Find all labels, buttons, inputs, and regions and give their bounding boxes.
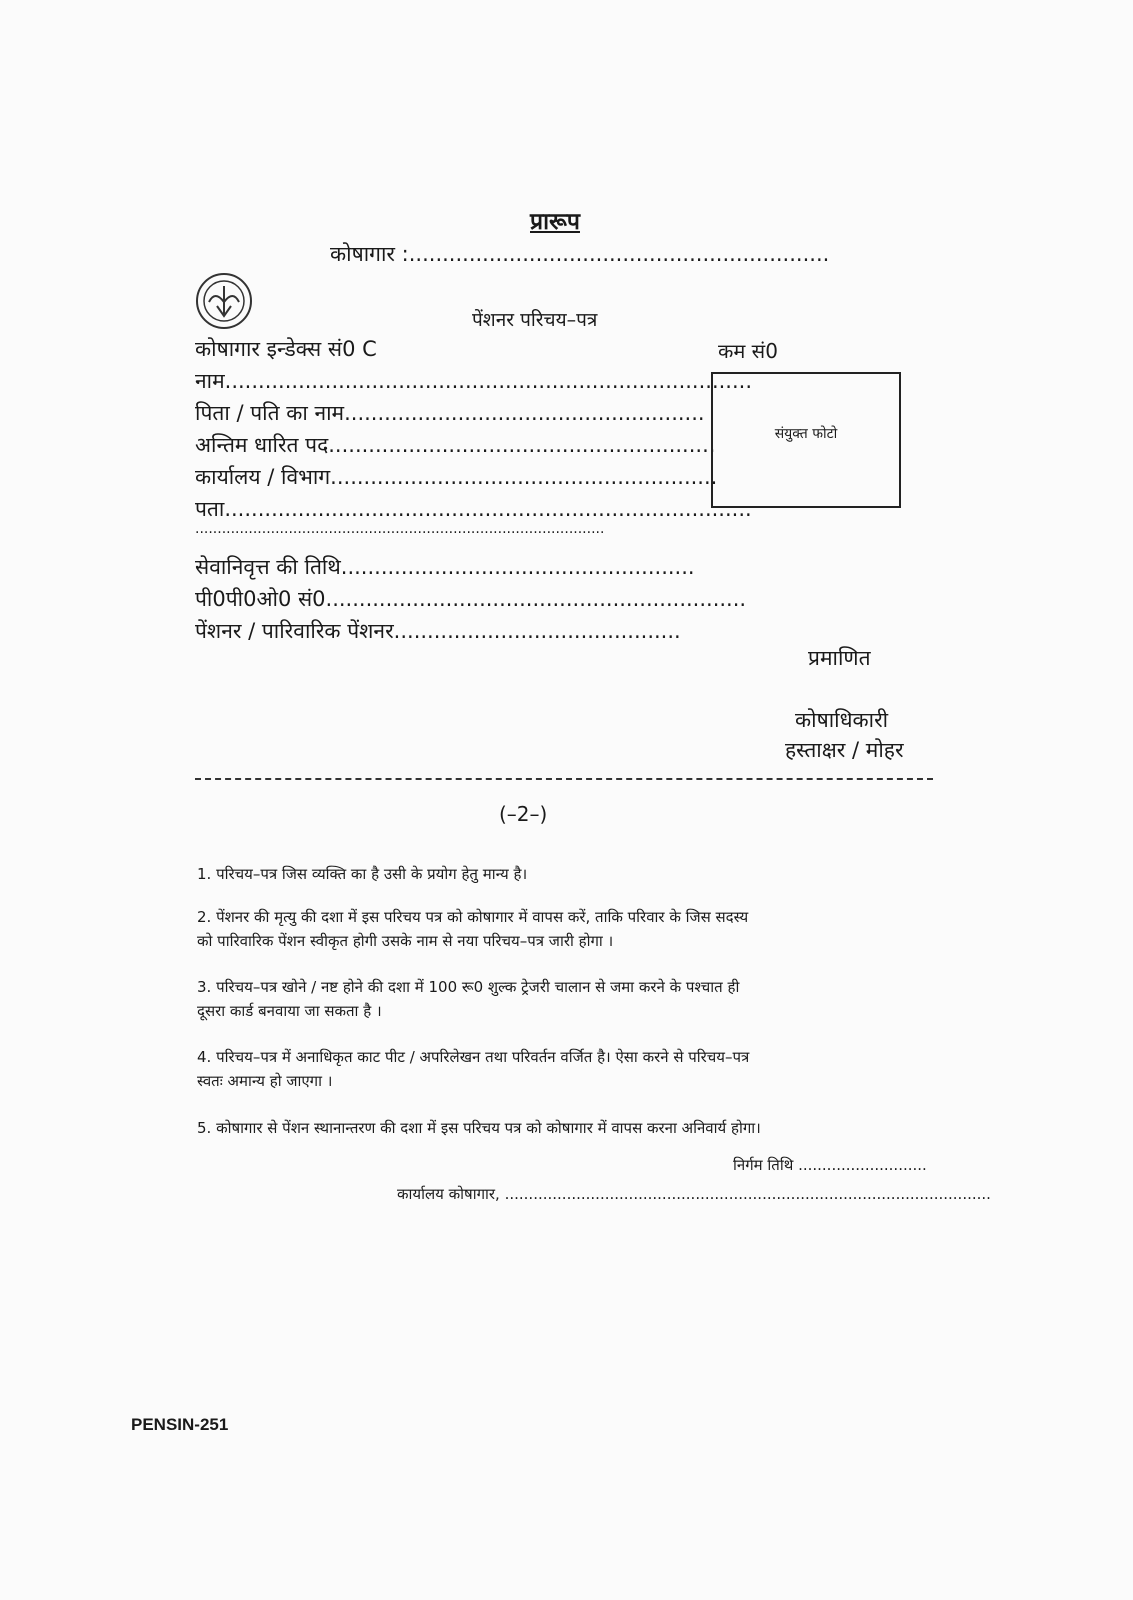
form-title: प्रारूप (530, 209, 580, 235)
serial-number-label: कम सं0 (718, 339, 778, 363)
note-4-line-2: स्वतः अमान्य हो जाएगा । (197, 1072, 333, 1090)
field-name: नाम............................................................................... (195, 369, 752, 393)
treasury-line: कोषागार :............................................................... (330, 242, 830, 266)
field-father-husband-name: पिता / पति का नाम...................................................... (195, 401, 705, 425)
note-1: 1. परिचय–पत्र जिस व्यक्ति का है उसी के प्रयोग हेतु मान्य है। (197, 865, 528, 883)
note-3-line-2: दूसरा कार्ड बनवाया जा सकता है । (197, 1002, 382, 1020)
office-treasury-line: कार्यालय कोषागार, ...................................................................................................... (397, 1185, 991, 1203)
state-emblem-logo (195, 272, 253, 330)
page-number: (–2–) (499, 802, 548, 826)
treasury-officer-label: कोषाधिकारी (795, 708, 889, 732)
note-2-line-2: को पारिवारिक पेंशन स्वीकृत होगी उसके नाम से नया परिचय–पत्र जारी होगा । (197, 932, 614, 950)
field-ppo-number: पी0पी0ओ0 सं0............................................................... (195, 587, 747, 611)
field-address-continued: ............................................................................................ (195, 521, 605, 537)
field-pensioner-type: पेंशनर / पारिवारिक पेंशनर........................................... (195, 619, 681, 643)
note-4-line-1: 4. परिचय–पत्र में अनाधिकृत काट पीट / अपरिलेखन तथा परिवर्तन वर्जित है। ऐसा करने से परिचय–पत्र (197, 1048, 750, 1066)
form-code: PENSIN-251 (131, 1415, 229, 1434)
field-retirement-date: सेवानिवृत्त की तिथि..................................................... (195, 555, 695, 579)
issue-date-line: निर्गम तिथि ........................... (733, 1156, 927, 1174)
signature-seal-label: हस्ताक्षर / मोहर (785, 738, 904, 762)
photo-box (711, 372, 901, 508)
field-last-post-held: अन्तिम धारित पद.......................................................... (195, 433, 716, 457)
note-3-line-1: 3. परिचय–पत्र खोने / नष्ट होने की दशा में 100 रू0 शुल्क ट्रेजरी चालान से जमा करने के पश्चात ही (197, 978, 740, 996)
field-address: पता............................................................................... (195, 497, 752, 521)
certified-label: प्रमाणित (808, 646, 871, 670)
card-title: पेंशनर परिचय–पत्र (472, 309, 598, 331)
note-5: 5. कोषागार से पेंशन स्थानान्तरण की दशा में इस परिचय पत्र को कोषागार में वापस करना अनिवार्य होगा। (197, 1119, 761, 1137)
note-2-line-1: 2. पेंशनर की मृत्यु की दशा में इस परिचय पत्र को कोषागार में वापस करें, ताकि परिवार के जिस सदस्य (197, 908, 749, 926)
field-treasury-index: कोषागार इन्डेक्स सं0 C (195, 337, 377, 361)
field-office-department: कार्यालय / विभाग.......................................................... (195, 465, 718, 489)
dashed-divider (195, 778, 933, 780)
photo-label: संयुक्त फोटो (774, 426, 838, 442)
